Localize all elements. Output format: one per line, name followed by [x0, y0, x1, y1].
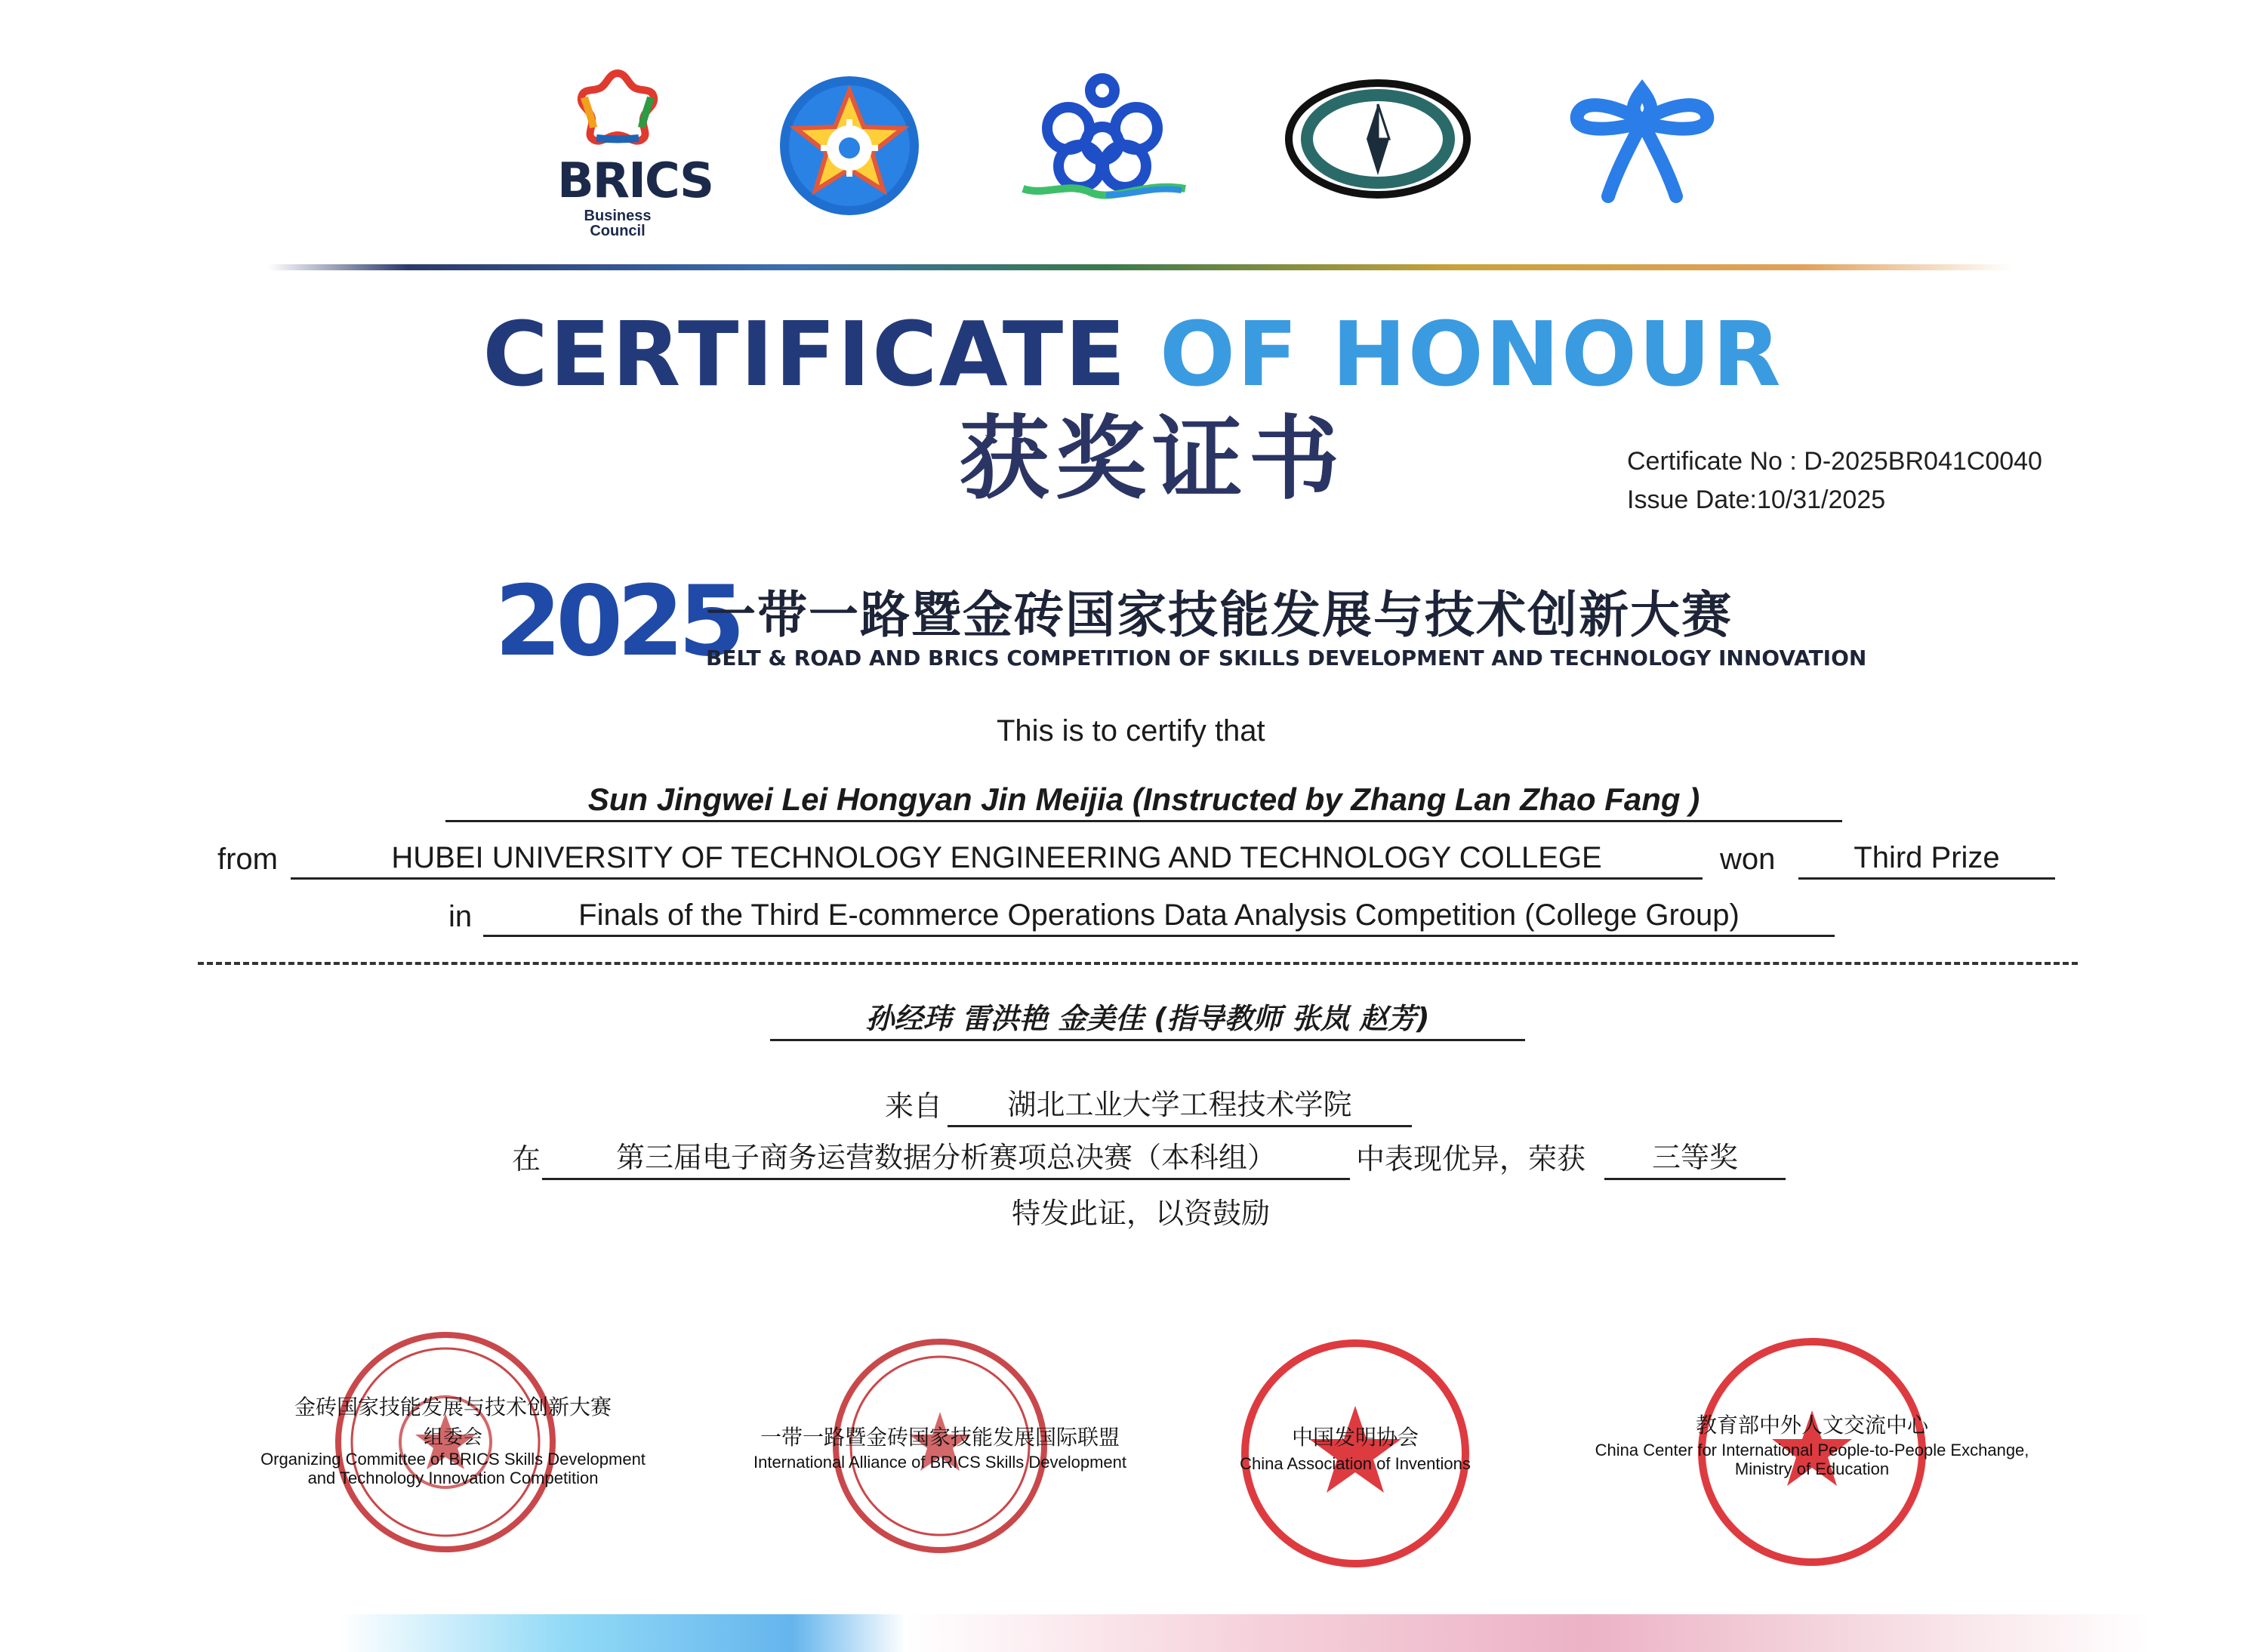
in-label: in [448, 900, 473, 933]
from-label: from [217, 843, 278, 876]
names-underline [445, 820, 1842, 822]
gear-star-emblem-icon [778, 74, 921, 217]
competition-year: 2025 [495, 566, 740, 678]
in-label-cn: 在 [512, 1142, 541, 1176]
prize-cn: 三等奖 [1651, 1141, 1738, 1174]
seal-organizing-committee-label [249, 1395, 657, 1488]
brics-logo-subtext: Business Council [584, 208, 652, 239]
brics-logo-text: BRICS [557, 153, 713, 209]
seal-1-en2: and Technology Innovation Competition [307, 1469, 599, 1488]
won-label: won [1720, 843, 1776, 876]
competition-name-cn: 一带一路暨金砖国家技能发展与技术创新大赛 [706, 586, 1733, 644]
section-divider [198, 962, 2078, 965]
certificate-number: Certificate No : D-2025BR041C0040 [1627, 447, 2042, 476]
seal-3-en1: China Association of Inventions [1240, 1454, 1471, 1474]
institution-underline [291, 877, 1703, 880]
seal-moe-exchange-center-label [1570, 1413, 2054, 1479]
title-part-1: CERTIFICATE [482, 302, 1127, 406]
institution-en: HUBEI UNIVERSITY OF TECHNOLOGY ENGINEERING AND TECHNOLOGY COLLEGE [391, 841, 1602, 874]
names-cn-underline [770, 1039, 1525, 1041]
title-part-2: OF HONOUR [1159, 302, 1783, 406]
blue-ribbon-figure-icon [1563, 76, 1721, 204]
header-divider [268, 264, 2012, 270]
brics-business-council-logo [557, 66, 713, 239]
awardee-names: Sun Jingwei Lei Hongyan Jin Meijia (Instructed by Zhang Lan Zhao Fang ) [587, 781, 1700, 817]
brics-star-icon [557, 66, 678, 149]
seal-1-cn2: 组委会 [423, 1426, 482, 1450]
issue-date: Issue Date:10/31/2025 [1627, 485, 1886, 514]
event-en: Finals of the Third E-commerce Operations Data Analysis Competition (College Group) [578, 898, 1740, 932]
seal-4-en2: Ministry of Education [1734, 1459, 1890, 1479]
certificate-meta [1627, 442, 2042, 519]
certificate-title [0, 302, 2265, 406]
seal-4-en1: China Center for International People-to-People Exchange, [1595, 1441, 2029, 1460]
mid-label-cn: 中表现优异，荣获 [1356, 1142, 1586, 1176]
event-underline [483, 935, 1835, 937]
seal-2-en1: International Alliance of BRICS Skills Development [753, 1453, 1127, 1472]
seal-2-cn: 一带一路暨金砖国家技能发展国际联盟 [760, 1425, 1120, 1450]
seal-1-cn: 金砖国家技能发展与技术创新大赛 [294, 1395, 612, 1419]
blue-knot-emblem-icon [1015, 68, 1189, 211]
certify-intro: This is to certify that [997, 714, 1265, 747]
certificate-title-cn: 获奖证书 [959, 405, 1345, 512]
compass-oval-emblem-icon [1284, 79, 1472, 199]
closing-cn: 特发此证，以资鼓励 [1012, 1197, 1271, 1230]
prize-cn-underline [1604, 1178, 1786, 1180]
competition-name-en: BELT & ROAD AND BRICS COMPETITION OF SKILLS DEVELOPMENT AND TECHNOLOGY INNOVATION [706, 646, 1867, 670]
prize-en: Third Prize [1854, 841, 2000, 874]
from-label-cn: 来自 [885, 1090, 943, 1123]
institution-cn: 湖北工业大学工程技术学院 [1007, 1088, 1352, 1121]
seal-3-cn: 中国发明协会 [1291, 1425, 1419, 1450]
seal-1-en1: Organizing Committee of BRICS Skills Development [260, 1450, 646, 1469]
prize-underline [1798, 877, 2055, 880]
seal-international-alliance-label [744, 1425, 1136, 1472]
seal-china-association-inventions-label [1223, 1425, 1487, 1473]
event-cn: 第三届电子商务运营数据分析赛项总决赛（本科组） [615, 1141, 1276, 1174]
event-cn-underline [542, 1178, 1350, 1180]
awardee-names-cn: 孙经玮 雷洪艳 金美佳 (指导教师 张岚 赵芳) [865, 1002, 1430, 1035]
institution-cn-underline [948, 1125, 1412, 1127]
seal-4-cn: 教育部中外人文交流中心 [1695, 1413, 1928, 1438]
bottom-decorative-band [0, 1614, 2265, 1652]
